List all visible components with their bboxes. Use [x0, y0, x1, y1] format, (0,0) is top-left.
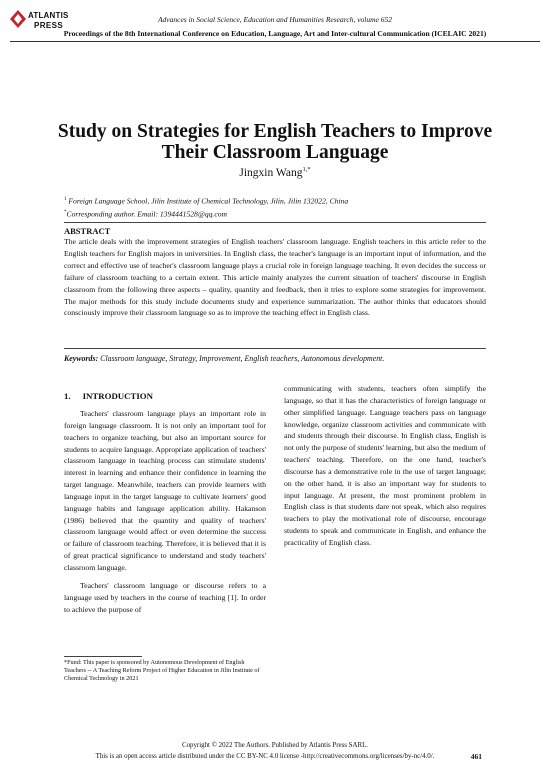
footnote-fund: *Fund: This paper is sponsored by Autonomous Development of English Teachers -- A Teaching Reform Project of Higher Education in Jilin Institute of Chemical Technology in 2021 [64, 659, 260, 683]
author-name [0, 166, 550, 179]
section-title: INTRODUCTION [82, 391, 153, 401]
page-number: 461 [470, 752, 482, 761]
abstract-bottom-rule [64, 348, 486, 349]
journal-name: Advances in Social Science, Education and Humanities Research, volume 652 [157, 15, 393, 24]
title-line-1: Study on Strategies for English Teachers to Improve [57, 121, 493, 142]
intro-paragraph-continued: communicating with students, teachers often simplify the language, so that it has the characteristics of foreign language or other simplified language. Language teachers pass on language knowledge, organize classroom activities and communicate with and students through their discourse. In English class, English is not only the purpose of students' learning, but also the medium of teachers' teaching. Therefore, on the one hand, teacher's discourse has a demonstrative role in the use of target language; on the other hand, it is also an important way for students to input language. At present, the most prominent problem in English class is that students dare not speak, which also requires teachers to play the motivational role of discourse, encourage students to speak and communicate in English, and enhance the practicality of English class. [284, 384, 486, 547]
corresponding-author: *Corresponding author. Email: 1394441528@qq.com [64, 209, 227, 219]
keywords-text: Classroom language, Strategy, Improvement, English teachers, Autonomous development. [98, 354, 385, 363]
section-heading-introduction [64, 391, 153, 401]
keywords-label: Keywords: [64, 354, 99, 363]
page-header [0, 0, 550, 52]
intro-paragraph-2: Teachers' classroom language or discourse refers to a language used by teachers in the course of teaching [1]. In order to achieve the purpose of [64, 580, 266, 614]
header-divider [10, 41, 540, 42]
keywords [64, 354, 486, 363]
abstract-text: The article deals with the improvement strategies of English teachers' classroom language. English teachers in this article refer to the English teachers for English majors in universities. In English class, the teacher's language is an important input of information, and the correct and effective use of teacher's classroom language plays a crucial role in foreign language teaching. It even decides the success or failure of classroom teaching to a certain extent. This article mainly analyzes the current situation of teachers' discourse in English classroom from the following three aspects – quality, quantity and feedback, then it tries to explore some strategies for improvement. The major methods for this study include documents study and experience summarization. The author thinks that educators should consciously improve their classroom language so as to improve the teaching effect in English class. [64, 237, 486, 318]
right-column [284, 383, 486, 549]
author-superscript: 1,* [302, 166, 311, 173]
author-text: Jingxin Wang [239, 166, 303, 179]
title-line-2: Their Classroom Language [161, 142, 389, 163]
logo-text-press: PRESS [34, 21, 64, 30]
affiliations [64, 194, 348, 219]
footnote-divider [64, 656, 142, 657]
abstract-heading: ABSTRACT [64, 226, 111, 236]
left-column [64, 408, 266, 615]
section-number: 1. [64, 391, 71, 401]
footer-license: This is an open access article distributed under the CC BY-NC 4.0 license -http://creativecommons.org/licenses/by-nc/4.0/. [95, 753, 435, 760]
paper-title [20, 121, 530, 163]
intro-paragraph-1: Teachers' classroom language plays an important role in foreign language classroom. It is not only an important tool for teachers to organize teaching, but also an important source for students to acquire language. Appropriate application of teachers' classroom language in teaching process can stimulate students' interest in learning and enhance their confidence in learning the target language. Meanwhile, teachers can provide learners with language input in the target language to cultivate learners' good language habits and language application ability. Hakanson (1986) believed that the quantity and quality of teachers' classroom language would affect or even determine the success or failure of classroom teaching. Therefore, it is believed that it is of great practical significance to understand and study teachers' classroom language. [64, 409, 266, 572]
affiliation-1: $^1$ Foreign Language School, Jilin Institute of Chemical Technology, Jilin, Jilin 132022, China [64, 196, 349, 206]
proceedings-title: Proceedings of the 8th International Conference on Education, Language, Art and Inter-cultural Communication (ICELAIC 2021) [63, 29, 487, 38]
footer-copyright: Copyright © 2022 The Authors. Published by Atlantis Press SARL. [182, 742, 368, 749]
logo-text-atlantis: ATLANTIS [28, 11, 69, 20]
abstract-top-rule [64, 222, 486, 223]
